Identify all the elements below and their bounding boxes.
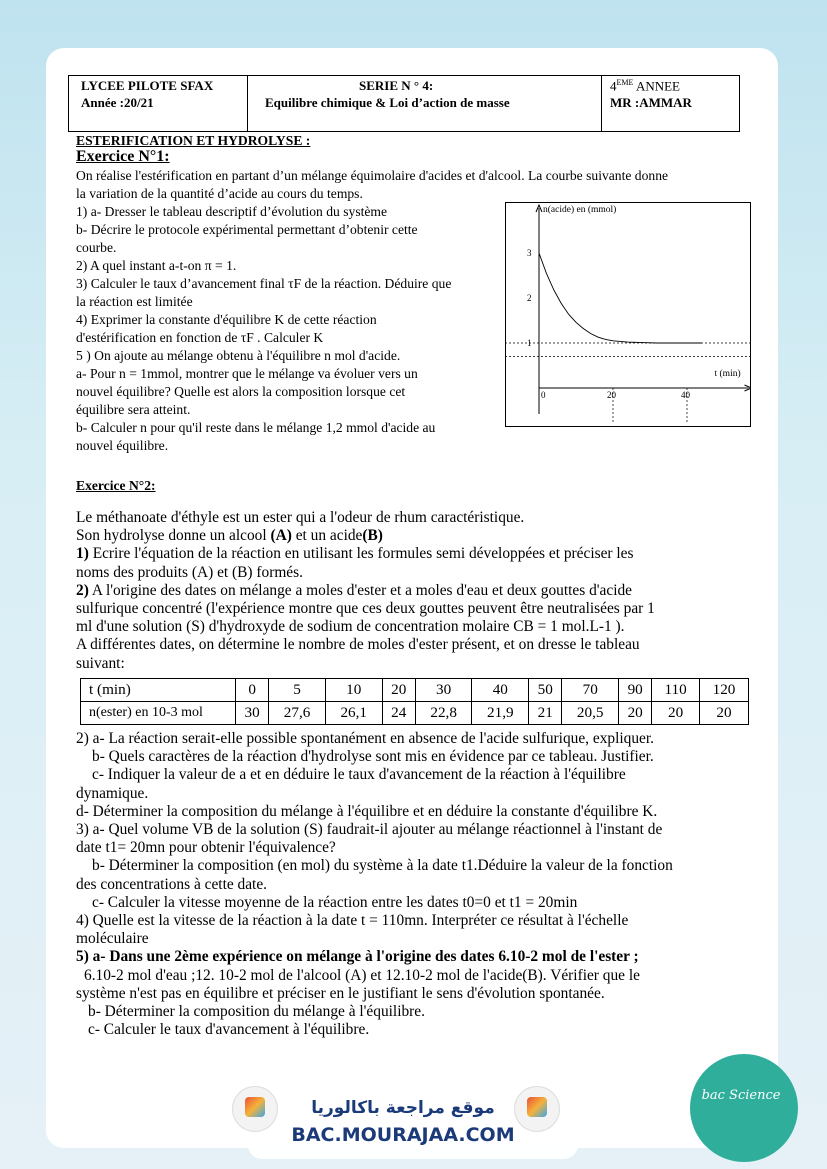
ex1-title: Exercice N°1:: [76, 148, 170, 165]
footer-arabic: موقع مراجعة باكالوريا: [311, 1098, 495, 1118]
ex1-intro: [76, 167, 746, 203]
ex2-body: [76, 509, 762, 673]
table-cell: 10: [325, 679, 382, 702]
ester-table: [80, 678, 749, 725]
level-sup: EME: [616, 78, 634, 87]
ex1-line: 4) Exprimer la constante d'équilibre K de cette réaction: [76, 312, 377, 327]
ex2-p1: Le méthanoate d'éthyle est un ester qui a l'odeur de rhum caractéristique.: [76, 509, 525, 526]
ex1-line: courbe.: [76, 240, 117, 255]
ex2-p2-text: Son hydrolyse donne un alcool: [76, 527, 271, 545]
ex2-p2: [76, 527, 762, 545]
table-cell: 110: [652, 679, 700, 702]
teacher-name: MR :AMMAR: [610, 95, 692, 110]
header-level-cell: [601, 76, 740, 131]
y-tick-label: 2: [527, 293, 532, 303]
x-tick-label: 20: [607, 390, 616, 400]
level-word: ANNEE: [635, 78, 680, 94]
table-cell: 21: [529, 702, 562, 725]
ex2-line: c- Calculer le taux d'avancement à l'équilibre.: [88, 1021, 370, 1039]
table-cell: 120: [699, 679, 748, 702]
ex2-line: 5) a- Dans une 2ème expérience on mélange à l'origine des dates 6.10-2 mol de l'ester ;: [76, 948, 639, 966]
ex1-line: b- Calculer n pour qu'il reste dans le mélange 1,2 mmol d'acide au: [76, 420, 436, 435]
ex2-line: système n'est pas en équilibre et préciser en le justifiant le sens d'évolution spontanée.: [76, 984, 605, 1002]
x-axis-label: t (min): [714, 369, 741, 379]
table-cell: 40: [472, 679, 529, 702]
table-cell: 0: [236, 679, 269, 702]
ex2-q2-line4: A différentes dates, on détermine le nombre de moles d'ester présent, et on dresse le tableau: [76, 636, 640, 654]
ex2-p2-a: (A): [270, 527, 292, 545]
ex1-line: 3) Calculer le taux d’avancement final τF de la réaction. Déduire que: [76, 276, 452, 291]
ex2-line: 2) a- La réaction serait-elle possible spontanément en absence de l'acide sulfurique, expliquer.: [76, 730, 654, 747]
ex1-intro-line: la variation de la quantité d’acide au cours du temps.: [76, 186, 363, 201]
x-tick-label: 40: [681, 390, 690, 400]
ex2-line: dynamique.: [76, 784, 149, 802]
level-number: 4: [610, 78, 617, 94]
ex2-line: des concentrations à cette date.: [76, 875, 268, 893]
table-cell: 50: [529, 679, 562, 702]
table-cell: 26,1: [325, 702, 382, 725]
ex2-q2-line2: sulfurique concentré (l'expérience montre que ces deux gouttes peuvent être neutralisées par 1: [76, 600, 655, 618]
ex2-line: b- Déterminer la composition du mélange à l'équilibre.: [88, 1003, 425, 1021]
ex1-line: nouvel équilibre.: [76, 438, 169, 453]
ex2-q2-line3: ml d'une solution (S) d'hydroxyde de sodium de concentration molaire CB = 1 mol.L-1 ).: [76, 618, 625, 636]
table-cell: 5: [269, 679, 326, 702]
ex1-line: b- Décrire le protocole expérimental permettant d’obtenir cette: [76, 222, 418, 237]
ex2-q2-line: A l'origine des dates on mélange a moles d'ester et a moles d'eau et deux gouttes d'acide: [91, 581, 633, 599]
ex1-line: la réaction est limitée: [76, 294, 193, 309]
ex2-questions: [76, 730, 762, 1039]
section-title: ESTERIFICATION ET HYDROLYSE :: [76, 133, 311, 148]
table-cell: 20,5: [562, 702, 619, 725]
ex1-intro-line: On réalise l'estérification en partant d’un mélange équimolaire d'acides et d'alcool. La courbe suivante donne: [76, 168, 669, 183]
x-tick-label: 0: [541, 390, 546, 400]
footer-site-link[interactable]: BAC.MOURAJAA.COM: [291, 1124, 515, 1146]
ex1-line: nouvel équilibre? Quelle est alors la composition lorsque cet: [76, 384, 406, 399]
ex1-line: 1) a- Dresser le tableau descriptif d’évolution du système: [76, 204, 388, 219]
bac-science-badge: [690, 1054, 798, 1162]
school-name: LYCEE PILOTE SFAX: [81, 78, 214, 93]
ex2-line: 3) a- Quel volume VB de la solution (S) faudrait-il ajouter au mélange réactionnel à l'instant de: [76, 821, 663, 839]
table-cell: 90: [619, 679, 652, 702]
table-cell: 20: [652, 702, 700, 725]
ex2-line: d- Déterminer la composition du mélange à l'équilibre et en déduire la constante d'équilibre K.: [76, 802, 658, 820]
ex2-line: b- Quels caractères de la réaction d'hydrolyse sont mis en évidence par ce tableau. Justifier.: [92, 748, 654, 766]
ex2-line: c- Calculer la vitesse moyenne de la réaction entre les dates t0=0 et t1 = 20min: [92, 893, 578, 911]
table-cell: 24: [382, 702, 415, 725]
badge-text: bac Science: [701, 1088, 781, 1103]
ex2-line: 6.10-2 mol d'eau ;12. 10-2 mol de l'alcool (A) et 12.10-2 mol de l'acide(B). Vérifier que le: [84, 966, 640, 984]
ex2-line: c- Indiquer la valeur de a et en déduire le taux d'avancement de la réaction à l'équilibre: [92, 766, 626, 784]
header-school-cell: [69, 76, 248, 131]
table-head-ester: n(ester) en 10-3 mol: [81, 702, 236, 725]
ex2-q2-line5: suivant:: [76, 654, 125, 672]
y-axis-label: n(acide) en (mmol): [543, 205, 617, 215]
table-cell: 27,6: [269, 702, 326, 725]
ex2-q1-line2: noms des produits (A) et (B) formés.: [76, 563, 303, 581]
table-cell: 70: [562, 679, 619, 702]
table-cell: 20: [619, 702, 652, 725]
ex2-line: b- Déterminer la composition (en mol) du système à la date t1.Déduire la valeur de la fonction: [92, 857, 673, 875]
ex2-title: Exercice N°2:: [76, 478, 156, 493]
header-table: [68, 75, 740, 132]
table-cell: 30: [236, 702, 269, 725]
table-cell: 20: [382, 679, 415, 702]
table-cell: 20: [699, 702, 748, 725]
acid-quantity-chart: [505, 202, 751, 427]
series-number: SERIE N ° 4:: [359, 78, 434, 93]
series-subject: Equilibre chimique & Loi d’action de masse: [265, 95, 510, 110]
table-head-time: t (min): [81, 679, 236, 702]
table-row-ester: [81, 702, 749, 725]
ex2-q1-line: Ecrire l'équation de la réaction en utilisant les formules semi développées et préciser les: [92, 545, 634, 563]
ex2-line: moléculaire: [76, 930, 149, 948]
ex2-line: date t1= 20mn pour obtenir l'équivalence?: [76, 839, 336, 857]
ex1-line: d'estérification en fonction de τF . Calculer K: [76, 330, 324, 345]
ex2-line: 4) Quelle est la vitesse de la réaction à la date t = 110mn. Interpréter ce résultat à l'échelle: [76, 912, 629, 930]
ex2-p2-b: (B): [362, 527, 383, 545]
y-tick-label: 1: [527, 338, 532, 348]
ex1-line: 5 ) On ajoute au mélange obtenu à l'équilibre n mol d'acide.: [76, 348, 401, 363]
school-year: Année :20/21: [81, 95, 154, 110]
ex1-questions: [76, 203, 501, 455]
ex2-q1: 1) Ecrire l'équation de la réaction en utilisant les formules semi développées et préciser les: [76, 545, 634, 563]
table-cell: 21,9: [472, 702, 529, 725]
ex2-p2-text2: et un acide: [291, 527, 363, 545]
table-cell: 30: [415, 679, 472, 702]
ex1-line: 2) A quel instant a-t-on π = 1.: [76, 258, 237, 273]
table-cell: 22,8: [415, 702, 472, 725]
ex1-line: a- Pour n = 1mmol, montrer que le mélange va évoluer vers un: [76, 366, 418, 381]
table-row-time: [81, 679, 749, 702]
ex2-q2: 2) A l'origine des dates on mélange a moles d'ester et a moles d'eau et deux gouttes d'acide: [76, 581, 633, 599]
ex1-line: équilibre sera atteint.: [76, 402, 191, 417]
y-tick-label: 3: [527, 248, 532, 258]
